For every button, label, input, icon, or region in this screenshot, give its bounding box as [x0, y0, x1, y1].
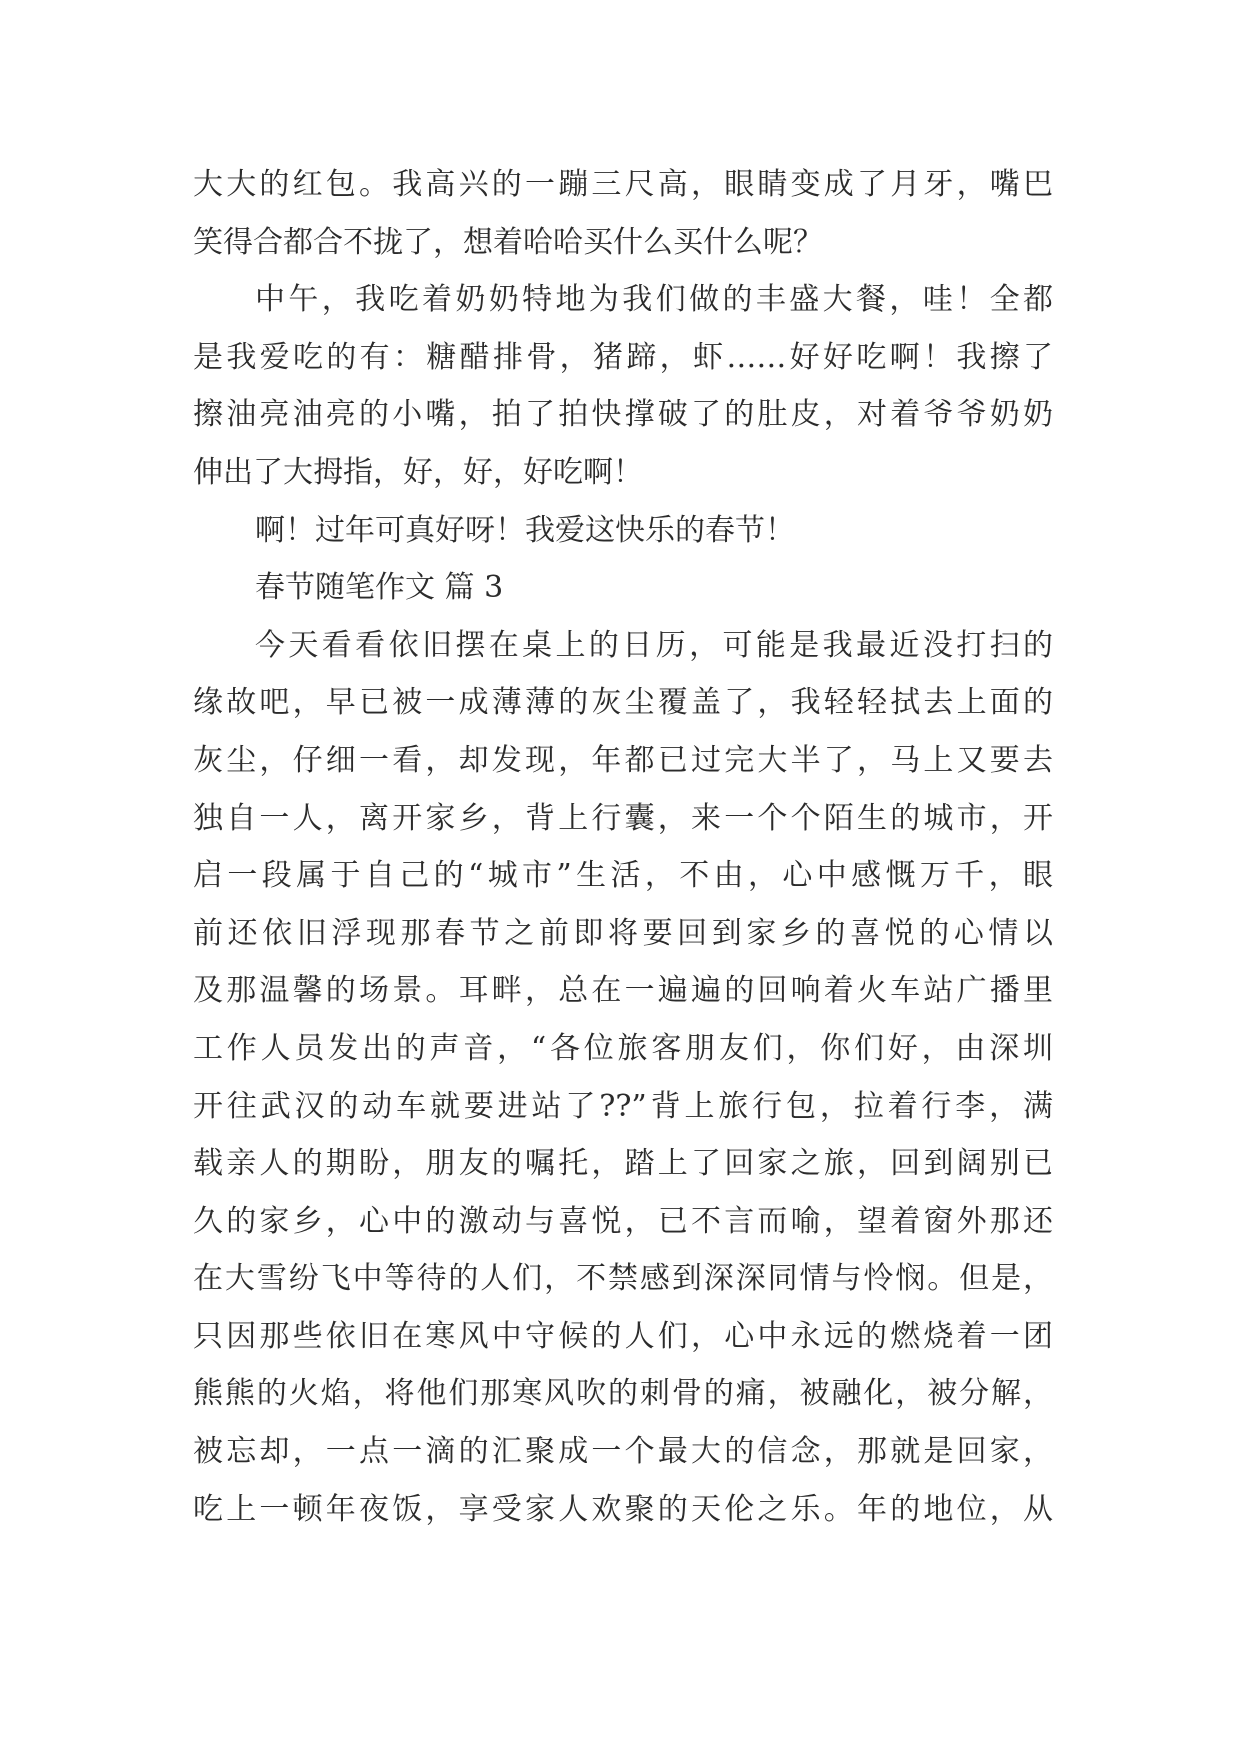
- text-line: 笑得合都合不拢了，想着哈哈买什么买什么呢？: [193, 224, 823, 260]
- essay-text: [193, 156, 1053, 1538]
- text-line: 擦油亮油亮的小嘴，拍了拍快撑破了的肚皮，对着爷爷奶奶: [193, 397, 1053, 433]
- text-line: 前还依旧浮现那春节之前即将要回到家乡的喜悦的心情以: [193, 915, 1053, 951]
- text-line: 吃上一顿年夜饭，享受家人欢聚的天伦之乐。年的地位，从: [193, 1491, 1053, 1527]
- text-line: 是我爱吃的有：糖醋排骨，猪蹄，虾……好好吃啊！我擦了: [193, 339, 1053, 375]
- text-line: 中午，我吃着奶奶特地为我们做的丰盛大餐，哇！全都: [255, 282, 1053, 318]
- text-line: 缘故吧，早已被一成薄薄的灰尘覆盖了，我轻轻拭去上面的: [193, 685, 1053, 721]
- text-line: 伸出了大拇指，好，好，好吃啊！: [193, 454, 643, 490]
- text-line: 开往武汉的动车就要进站了??”背上旅行包，拉着行李，满: [193, 1088, 1053, 1124]
- text-line: 大大的红包。我高兴的一蹦三尺高，眼睛变成了月牙，嘴巴: [193, 167, 1053, 202]
- text-line: 独自一人，离开家乡，背上行囊，来一个个陌生的城市，开: [193, 800, 1053, 836]
- text-line: 久的家乡，心中的激动与喜悦，已不言而喻，望着窗外那还: [193, 1203, 1053, 1239]
- text-line: 工作人员发出的声音，“各位旅客朋友们，你们好，由深圳: [193, 1030, 1053, 1066]
- text-line: 只因那些依旧在寒风中守候的人们，心中永远的燃烧着一团: [193, 1318, 1053, 1354]
- text-line: 灰尘，仔细一看，却发现，年都已过完大半了，马上又要去: [193, 742, 1053, 778]
- text-line: 被忘却，一点一滴的汇聚成一个最大的信念，那就是回家，: [193, 1434, 1053, 1470]
- text-line: 啊！过年可真好呀！我爱这快乐的春节！: [255, 512, 795, 548]
- text-line: 熊熊的火焰，将他们那寒风吹的刺骨的痛，被融化，被分解，: [193, 1376, 1053, 1412]
- text-line: 在大雪纷飞中等待的人们，不禁感到深深同情与怜悯。但是，: [193, 1261, 1053, 1297]
- text-line: 春节随笔作文 篇 3: [255, 570, 504, 606]
- text-line: 今天看看依旧摆在桌上的日历，可能是我最近没打扫的: [255, 627, 1053, 663]
- text-line: 启一段属于自己的“城市”生活，不由，心中感慨万千，眼: [193, 858, 1053, 894]
- text-line: 及那温馨的场景。耳畔，总在一遍遍的回响着火车站广播里: [193, 973, 1053, 1009]
- text-line: 载亲人的期盼，朋友的嘱托，踏上了回家之旅，回到阔别已: [193, 1146, 1053, 1182]
